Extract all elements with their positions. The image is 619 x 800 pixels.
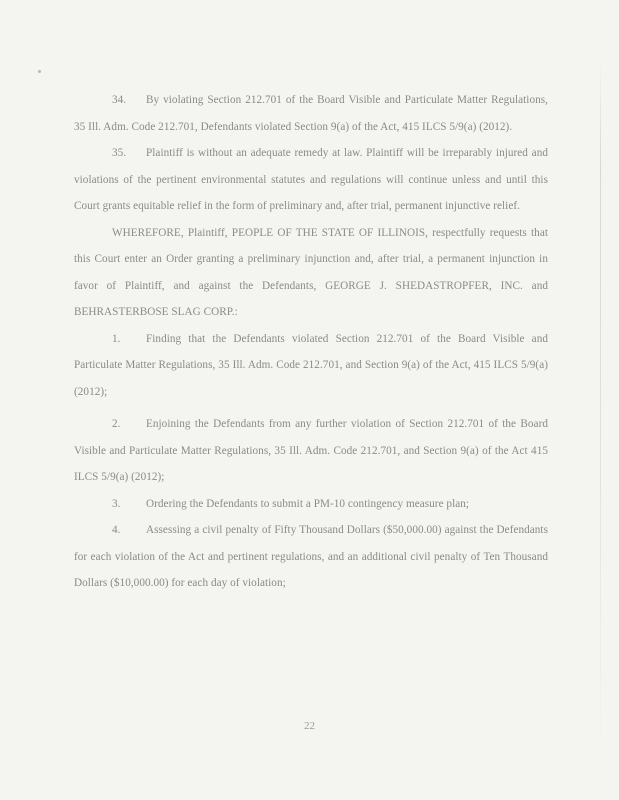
request-number: 4.: [112, 524, 121, 536]
paragraph-number: 34.: [112, 94, 127, 106]
request-text: Finding that the Defendants violated Section 212.701 of the Board Visible and Particulate Matter Regulations, 35 Ill. Adm. Code 212.701, and Section 9(a) of the Act, 415 ILCS 5/9(a) (2012);: [74, 332, 548, 398]
request-2: [74, 411, 548, 491]
request-text: Assessing a civil penalty of Fifty Thousand Dollars ($50,000.00) against the Defendants for each violation of the Act and pertinent regulations, and an additional civil penalty of Ten Thousand Dollars ($10,000.00) for each day of violation;: [74, 524, 548, 589]
scan-speck: [38, 70, 41, 73]
paragraph-text: Plaintiff is without an adequate remedy at law. Plaintiff will be irreparably injured and violations of the pertinent environmental statutes and regulations will continue unless and until this Court grants equitable relief in the form of preliminary and, after trial, permanent injunctive relief.: [74, 147, 548, 212]
paragraph-number: 35.: [112, 147, 127, 159]
paragraph-35: [74, 140, 548, 220]
page-number: 22: [304, 720, 315, 732]
request-text: Ordering the Defendants to submit a PM-10 contingency measure plan;: [146, 497, 470, 510]
scan-edge-shadow: [600, 60, 601, 760]
request-number: 1.: [112, 332, 121, 345]
wherefore-clause: WHEREFORE, Plaintiff, PEOPLE OF THE STATE OF ILLINOIS, respectfully requests that this Court enter an Order granting a preliminary injunction and, after trial, a permanent injunction in favor of Plaintiff, and against the Defendants, GEORGE J. SHEDASTROPFER, INC. and BEHRASTERBOSE SLAG CORP.:: [74, 226, 548, 318]
request-4: [74, 517, 548, 597]
document-body: [74, 87, 548, 597]
request-number: 2.: [112, 418, 121, 430]
request-1: [74, 326, 548, 406]
request-number: 3.: [112, 497, 121, 510]
request-3: [74, 491, 548, 518]
request-text: Enjoining the Defendants from any further violation of Section 212.701 of the Board Visible and Particulate Matter Regulations, 35 Ill. Adm. Code 212.701, and Section 9(a) of the Act 415 ILCS 5/9(a) (2012);: [74, 418, 548, 483]
paragraph-34: [74, 87, 548, 140]
paragraph-text: By violating Section 212.701 of the Board Visible and Particulate Matter Regulations, 35 Ill. Adm. Code 212.701, Defendants violated Section 9(a) of the Act, 415 ILCS 5/9(a) (2012).: [74, 94, 548, 133]
